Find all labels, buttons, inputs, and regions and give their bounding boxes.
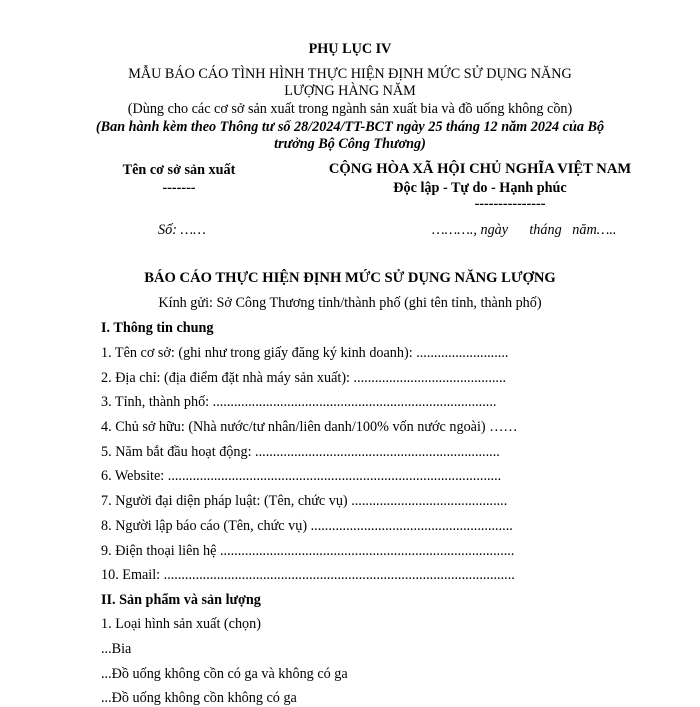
info-item-address: 2. Địa chỉ: (địa điểm đặt nhà máy sản xuất): ........................................... (101, 370, 507, 386)
info-item-owner: 4. Chủ sở hữu: (Nhà nước/tư nhân/liên danh/100% vốn nước ngoài) …… (101, 419, 518, 435)
national-motto: Độc lập - Tự do - Hạnh phúc (393, 180, 567, 196)
option-beer: ...Bia (101, 641, 132, 657)
info-item-phone: 9. Điện thoại liên hệ ................................................................................... (101, 543, 515, 559)
option-soft-drink-carbonated: ...Đồ uống không cồn có ga và không có ga (101, 666, 348, 682)
facility-divider: ------- (162, 180, 196, 196)
info-item-website: 6. Website: .............................................................................................. (101, 468, 502, 484)
report-recipient: Kính gửi: Sở Công Thương tỉnh/thành phố (ghi tên tỉnh, thành phố) (158, 295, 542, 311)
report-title: BÁO CÁO THỰC HIỆN ĐỊNH MỨC SỬ DỤNG NĂNG LƯỢNG (144, 270, 556, 286)
document-date: ………., ngày tháng năm….. (432, 222, 617, 238)
option-soft-drink-still: ...Đồ uống không cồn không có ga (101, 690, 297, 706)
info-item-legal-rep: 7. Người đại diện pháp luật: (Tên, chức vụ) ............................................ (101, 493, 508, 509)
facility-name-label: Tên cơ sở sản xuất (122, 162, 236, 178)
info-item-name: 1. Tên cơ sở: (ghi như trong giấy đăng ký kinh doanh): .......................... (101, 345, 509, 361)
section-2-heading: II. Sản phẩm và sản lượng (101, 592, 261, 608)
production-type-label: 1. Loại hình sản xuất (chọn) (101, 616, 261, 632)
nation-name: CỘNG HÒA XÃ HỘI CHỦ NGHĨA VIỆT NAM (328, 161, 632, 177)
title-line-2: LƯỢNG HÀNG NĂM (284, 83, 416, 99)
motto-divider: --------------- (474, 196, 546, 212)
issued-line-2: trưởng Bộ Công Thương) (274, 136, 426, 152)
section-1-heading: I. Thông tin chung (101, 320, 214, 336)
subtitle: (Dùng cho các cơ sở sản xuất trong ngành sản xuất bia và đồ uống không cồn) (127, 101, 573, 117)
info-item-province: 3. Tỉnh, thành phố: ................................................................................ (101, 394, 497, 410)
title-line-1: MẪU BÁO CÁO TÌNH HÌNH THỰC HIỆN ĐỊNH MỨC SỬ DỤNG NĂNG (128, 66, 572, 82)
issued-line-1: (Ban hành kèm theo Thông tư số 28/2024/TT-BCT ngày 25 tháng 12 năm 2024 của Bộ (95, 119, 605, 135)
info-item-start-year: 5. Năm bắt đầu hoạt động: ..................................................................... (101, 444, 500, 460)
appendix-label: PHỤ LỤC IV (308, 41, 392, 57)
info-item-email: 10. Email: ................................................................................................... (101, 567, 515, 583)
info-item-reporter: 8. Người lập báo cáo (Tên, chức vụ) ......................................................... (101, 518, 513, 534)
document-number: Số: …… (158, 222, 206, 238)
